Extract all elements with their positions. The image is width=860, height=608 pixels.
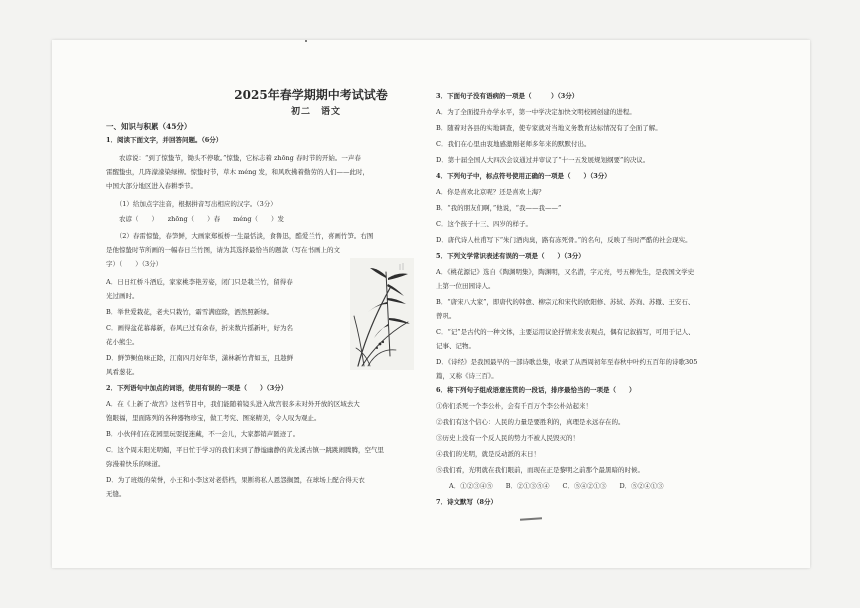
option-c: C．这个孩子十三、四岁的样子。 — [436, 220, 532, 228]
sentence-4: ④我们的光明，就是反动派的末日！ — [436, 450, 540, 458]
question-4-stem: 4．下列句子中，标点符号使用正确的一项是（ ）（3分） — [436, 172, 611, 180]
pen-stroke-mark — [520, 517, 542, 521]
option-c-cont: 记事、记物。 — [436, 342, 475, 350]
option-c-cont: 弥漫着快乐的味道。 — [106, 460, 165, 468]
option-b: B．随着对各县的实地调查，使专家就对当地义务教育达标情况有了全面了解。 — [436, 124, 662, 132]
orchid-bamboo-painting — [350, 258, 414, 370]
option-a: A．《桃花源记》选自《陶渊明集》，陶渊明，又名潜，字元亮，号五柳先生，是我国文学史 — [436, 268, 695, 276]
option-d: D．鲜笋鲥鱼味正除，江南四月好年华，潇林新竹背如玉，且趁鲜 — [106, 354, 294, 362]
passage-line: 雷醒蛰虫，几阵濛濛染绿柳。惊蛰时节，草木 méng 发，和风吹拂着勤劳的人们——此时， — [106, 168, 369, 176]
option-a: A．为了全面提升办学水平，第一中学决定加快文明校园创建的进程。 — [436, 108, 636, 116]
option-a: A．日日红桥斗酒卮，家家桃李艳芳姿，闭门只是栽兰竹，留得春 — [106, 278, 293, 286]
exam-title: 2025年春学期期中考试试卷 — [234, 88, 388, 102]
option-a-cont: 饱眼福，里面陈列的各种器物珍宝，做工考究、图案精美，令人叹为观止。 — [106, 414, 321, 422]
option-b: B．举世爱栽花，老夫只栽竹，霜雪满庭除，洒然照新绿。 — [106, 308, 274, 316]
option-c-cont: 花小熊尘。 — [106, 338, 139, 346]
option-d: D．《诗经》是我国最早的一部诗歌总集，收录了从西周初年至春秋中叶约五百年的诗歌305 — [436, 358, 698, 366]
sub-question: 字）（ ）（3分） — [106, 260, 163, 268]
option-c: C．我们在心里由衷地感激刚老师多年来的默默付出。 — [436, 140, 591, 148]
option-b-cont: 曾巩。 — [436, 312, 456, 320]
exam-paper — [52, 40, 810, 568]
answer-blanks: 农谚（ ） zhōng（ ）春 méng（ ）发 — [106, 215, 284, 223]
option-c: C．这个周末阳光明媚，平日忙于学习的我们来到了静谧幽静的黄龙溪古镇一跳跳闹腾腾，空气里 — [106, 446, 384, 454]
sentence-5: ⑤我们看，光明就在我们眼前，而现在正是黎明之前那个最黑暗的时候。 — [436, 466, 644, 474]
option-b: B．“我的朋友们啊，”他说，“我——我——” — [436, 204, 562, 212]
scan-speck — [305, 40, 307, 42]
option-d: D．唐代诗人杜甫写下“朱门酒肉臭，路有冻死骨。”的名句，反映了当时严酷的社会现实。 — [436, 236, 692, 244]
option-d-cont: 无缝。 — [106, 490, 126, 498]
option-d: D．为了班级的荣誉，小王和小李这对老搭档，果断将私人恩怨搁置，在球场上配合得天衣 — [106, 476, 365, 484]
question-5-stem: 5．下列文学常识表述有误的一项是（ ）（3分） — [436, 252, 585, 260]
question-7-stem: 7．诗文默写（8分） — [436, 498, 498, 506]
sub-question: （2）春雷惊蛰，春笋鲜，大画家郑板桥一生最恬淡，食鲁迅，酷爱兰竹，喜画竹笋。右图 — [106, 232, 374, 240]
question-2-stem: 2．下列语句中加点的词语，使用有误的一项是（ ）（3分） — [106, 384, 288, 392]
option-d-cont: 风看葱花。 — [106, 368, 139, 376]
passage-line: 农谚说：“到了惊蛰节，锄头不停歇。”惊蛰，它标志着 zhōng 春时节的开始。一声春 — [106, 154, 361, 162]
sentence-1: ①你们杀死一个李公朴，会有千百万个李公朴站起来！ — [436, 402, 592, 410]
sub-question: 是他惊蛰时节所画的一幅春日兰竹图，请为其选择最恰当的题款（写在书画上的文 — [106, 246, 340, 254]
passage-line: 中国大部分地区进入春耕季节。 — [106, 182, 197, 190]
exam-subtitle: 初二 语文 — [290, 107, 341, 117]
sub-question: （1）给加点字注音，根据拼音写出相应的汉字。（3分） — [106, 200, 277, 208]
question-6-stem: 6．将下列句子组成语意连贯的一段话，排序最恰当的一项是（ ） — [436, 386, 636, 394]
option-a-cont: 光过画时。 — [106, 292, 139, 300]
option-d: D．第十届全国人大四次会议通过并审议了“十一五发展规划纲要”的决议。 — [436, 156, 650, 164]
option-a-cont: 上第一位田园诗人。 — [436, 282, 495, 290]
question-3-stem: 3．下面句子没有语病的一项是（ ）（3分） — [436, 92, 579, 100]
option-b: B．“唐宋八大家”，即唐代的韩愈、柳宗元和宋代的欧阳修、苏轼、苏洵、苏辙、王安石、 — [436, 298, 695, 306]
option-c: C．画得盆花幕幕新，春风已过有余春，折来数片摇新叶，好为名 — [106, 324, 293, 332]
option-a: A．你是喜欢北京呢？还是喜欢上海？ — [436, 188, 545, 196]
answer-options: A．①②③④⑤ B．②①③⑤④ C．⑤④②①③ D．⑤②④①③ — [436, 482, 664, 490]
option-d-cont: 篇，又称《诗三百》。 — [436, 372, 498, 380]
option-a: A．在《上新了·故宫》这档节目中，我们能随着镜头进入故宫很多未对外开放的区域去大 — [106, 400, 360, 408]
section-heading: 一、知识与积累（45分） — [106, 122, 192, 131]
sentence-3: ③历史上没有一个反人民的势力不被人民毁灭的！ — [436, 434, 579, 442]
option-b: B．小伙伴们在花园里玩耍捉迷藏，不一会儿，大家都销声匿迹了。 — [106, 430, 300, 438]
sentence-2: ②我们有这个信心：人民的力量是要胜利的，真理是永远存在的。 — [436, 418, 625, 426]
question-1-stem: 1．阅读下面文字，并回答问题。（6分） — [106, 136, 223, 144]
option-c: C．“记”是古代的一种文体，主要运用议论抒情来发表观点，偶有记叙描写，可用于记人、 — [436, 328, 695, 336]
